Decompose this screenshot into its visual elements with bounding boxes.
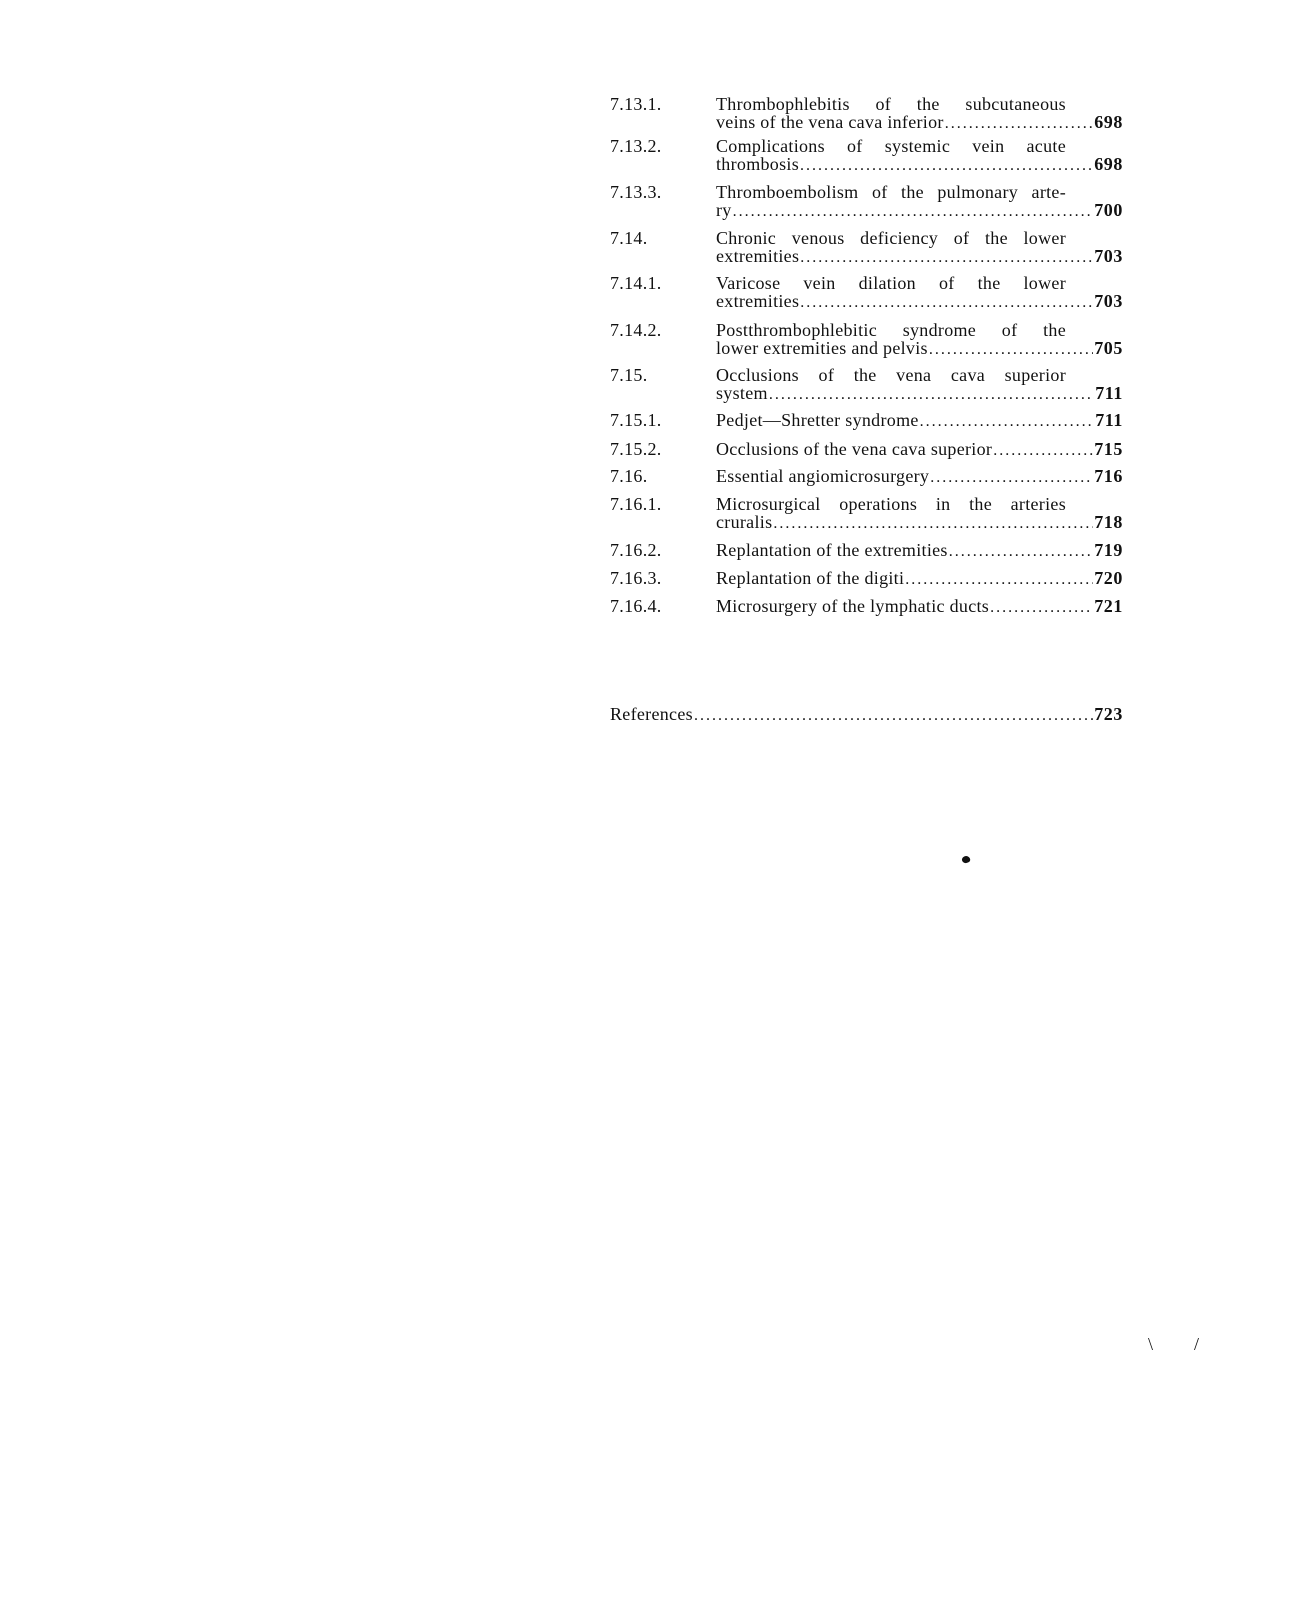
toc-entry[interactable] <box>610 541 1123 561</box>
section-title-line: Varicose vein dilation of the lower <box>716 273 1066 293</box>
toc-entry[interactable] <box>610 569 1123 589</box>
section-title-line: Occlusions of the vena cava superior <box>716 439 993 459</box>
dot-leader <box>733 203 1094 221</box>
page-number: 711 <box>1095 410 1123 430</box>
toc-entry[interactable] <box>610 321 1123 359</box>
section-title-line: Occlusions of the vena cava superior <box>716 365 1066 385</box>
page-number: 700 <box>1094 200 1123 220</box>
dot-leader <box>929 341 1093 359</box>
dot-leader <box>930 469 1093 487</box>
section-title-line: cruralis <box>716 512 773 532</box>
page-number: 703 <box>1094 246 1123 266</box>
dot-leader <box>773 515 1093 533</box>
page-number: 721 <box>1094 596 1123 616</box>
toc-entry[interactable] <box>610 183 1123 221</box>
section-title-line: lower extremities and pelvis <box>716 338 928 358</box>
section-number: 7.13.3. <box>610 182 662 202</box>
section-number: 7.13.2. <box>610 136 662 156</box>
section-title-line: thrombosis <box>716 154 800 174</box>
section-title-line: Essential angiomicrosurgery <box>716 466 930 486</box>
dot-leader <box>800 157 1093 175</box>
section-number: 7.16.3. <box>610 568 662 588</box>
section-title-line: system <box>716 383 768 403</box>
dot-leader <box>800 249 1093 267</box>
dot-leader <box>800 294 1093 312</box>
page-number: 715 <box>1094 439 1123 459</box>
page-number: 698 <box>1094 154 1123 174</box>
section-title-line: extremities <box>716 291 800 311</box>
section-number: 7.14.1. <box>610 273 662 293</box>
section-title-line: extremities <box>716 246 800 266</box>
toc-entry[interactable] <box>610 495 1123 533</box>
toc-entry[interactable] <box>610 440 1123 460</box>
page-number: 698 <box>1094 112 1123 132</box>
section-title-line: Microsurgical operations in the arteries <box>716 494 1066 514</box>
section-title-line: Microsurgery of the lymphatic ducts <box>716 596 990 616</box>
stray-slash-mark: / <box>1194 1334 1200 1354</box>
toc-entry[interactable] <box>610 411 1123 431</box>
section-number: 7.16. <box>610 466 648 486</box>
section-title-line: Replantation of the digiti <box>716 568 905 588</box>
section-number: 7.14.2. <box>610 320 662 340</box>
toc-entry[interactable] <box>610 229 1123 267</box>
toc-entry[interactable] <box>610 274 1123 312</box>
toc-entry[interactable] <box>610 137 1123 175</box>
section-number: 7.16.4. <box>610 596 662 616</box>
section-title-line: Replantation of the extremities <box>716 540 948 560</box>
dot-leader <box>993 442 1093 460</box>
section-number: 7.15. <box>610 365 648 385</box>
section-title-line: Chronic venous deficiency of the lower <box>716 228 1066 248</box>
toc-entry[interactable] <box>610 95 1123 133</box>
ink-blot <box>961 855 971 864</box>
section-number: 7.15.2. <box>610 439 662 459</box>
dot-leader <box>949 543 1093 561</box>
page-number: 720 <box>1094 568 1123 588</box>
section-title-line: Pedjet—Shretter syndrome <box>716 410 919 430</box>
page-number: 716 <box>1094 466 1123 486</box>
dot-leader <box>945 115 1093 133</box>
section-number: 7.15.1. <box>610 410 662 430</box>
dot-leader <box>920 413 1095 431</box>
section-title-line: Postthrombophlebitic syndrome of the <box>716 320 1066 340</box>
stray-backslash-mark: \ <box>1148 1334 1154 1354</box>
section-title-line: veins of the vena cava inferior <box>716 112 944 132</box>
page-number: 711 <box>1095 383 1123 403</box>
references-label: References <box>610 704 693 724</box>
dot-leader <box>905 571 1093 589</box>
dot-leader <box>769 386 1094 404</box>
section-title-line: Complications of systemic vein acute <box>716 136 1066 156</box>
section-number: 7.13.1. <box>610 94 662 114</box>
section-title-line: Thrombophlebitis of the subcutaneous <box>716 94 1066 114</box>
toc-entry[interactable] <box>610 597 1123 617</box>
page-number: 705 <box>1094 338 1123 358</box>
section-number: 7.16.1. <box>610 494 662 514</box>
toc-references-entry[interactable] <box>610 705 1123 725</box>
toc-entry[interactable] <box>610 467 1123 487</box>
page-number: 718 <box>1094 512 1123 532</box>
section-title-line: ry <box>716 200 732 220</box>
page-number: 703 <box>1094 291 1123 311</box>
section-number: 7.16.2. <box>610 540 662 560</box>
page-number: 719 <box>1094 540 1123 560</box>
dot-leader <box>694 707 1093 725</box>
section-title-line: Thromboembolism of the pulmonary arte- <box>716 182 1066 202</box>
page-number: 723 <box>1094 704 1123 724</box>
toc-entry[interactable] <box>610 366 1123 404</box>
section-number: 7.14. <box>610 228 648 248</box>
dot-leader <box>990 599 1093 617</box>
